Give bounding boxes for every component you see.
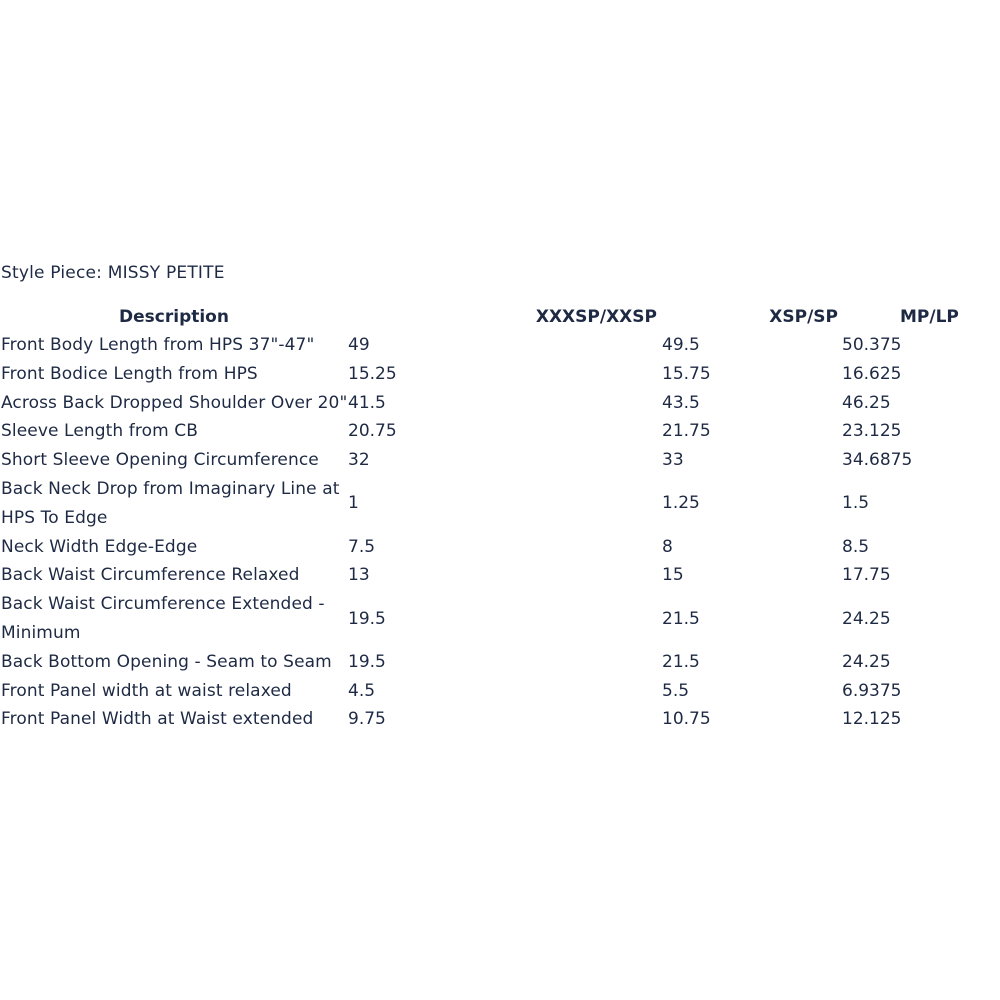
value-mp-lp: 12.125 (842, 709, 902, 730)
value-mp-lp: 23.125 (842, 421, 902, 442)
header-xxxsp-xxsp: XXXSP/XXSP (535, 307, 657, 327)
value-xsp-sp: 21.5 (662, 651, 700, 672)
row-description: Back Waist Circumference Relaxed (1, 565, 300, 586)
table-row (0, 389, 1000, 418)
row-description: Back Waist Circumference Extended - Minimum (1, 594, 325, 643)
value-xsp-sp: 21.75 (662, 421, 711, 442)
value-xxxsp-xxsp: 15.25 (348, 363, 397, 384)
size-spec-table (0, 303, 1000, 734)
table-row (0, 417, 1000, 446)
value-xxxsp-xxsp: 20.75 (348, 421, 397, 442)
value-mp-lp: 50.375 (842, 335, 902, 355)
table-row (0, 561, 1000, 590)
row-description: Front Bodice Length from HPS (1, 363, 258, 384)
row-description: Back Bottom Opening - Seam to Seam (1, 651, 332, 672)
table-row (0, 677, 1000, 706)
value-xxxsp-xxsp: 19.5 (348, 608, 386, 629)
value-xsp-sp: 49.5 (662, 335, 700, 355)
table-row (0, 446, 1000, 475)
value-xsp-sp: 10.75 (662, 709, 711, 730)
table-row (0, 648, 1000, 677)
header-description: Description (119, 307, 229, 327)
value-xxxsp-xxsp: 32 (348, 450, 370, 471)
row-description: Front Body Length from HPS 37"-47" (1, 335, 315, 355)
value-xsp-sp: 43.5 (662, 392, 700, 413)
header-xsp-sp: XSP/SP (769, 307, 838, 327)
value-xsp-sp: 33 (662, 450, 684, 471)
value-xxxsp-xxsp: 49 (348, 335, 370, 355)
table-row (0, 533, 1000, 562)
table-row (0, 705, 1000, 734)
value-mp-lp: 6.9375 (842, 680, 902, 701)
table-row (0, 331, 1000, 360)
value-mp-lp: 8.5 (842, 536, 870, 557)
value-mp-lp: 16.625 (842, 363, 902, 384)
table-body (0, 331, 1000, 734)
table-row (0, 590, 1000, 648)
row-description: Front Panel width at waist relaxed (1, 680, 292, 701)
value-xsp-sp: 15 (662, 565, 684, 586)
row-description: Across Back Dropped Shoulder Over 20" (1, 392, 348, 413)
table-row (0, 360, 1000, 389)
value-mp-lp: 46.25 (842, 392, 891, 413)
table-header-row (0, 303, 1000, 331)
value-mp-lp: 34.6875 (842, 450, 913, 471)
header-mp-lp: MP/LP (900, 307, 959, 327)
table-row (0, 475, 1000, 533)
row-description: Short Sleeve Opening Circumference (1, 450, 319, 471)
value-xxxsp-xxsp: 19.5 (348, 651, 386, 672)
value-xxxsp-xxsp: 1 (348, 493, 359, 514)
row-description: Front Panel Width at Waist extended (1, 709, 314, 730)
value-xsp-sp: 21.5 (662, 608, 700, 629)
value-mp-lp: 24.25 (842, 608, 891, 629)
value-mp-lp: 24.25 (842, 651, 891, 672)
style-piece-title: Style Piece: MISSY PETITE (1, 263, 225, 283)
value-xxxsp-xxsp: 13 (348, 565, 370, 586)
value-mp-lp: 1.5 (842, 493, 870, 514)
value-xsp-sp: 1.25 (662, 493, 700, 514)
value-mp-lp: 17.75 (842, 565, 891, 586)
row-description: Neck Width Edge-Edge (1, 536, 198, 557)
value-xxxsp-xxsp: 7.5 (348, 536, 376, 557)
value-xsp-sp: 15.75 (662, 363, 711, 384)
row-description: Sleeve Length from CB (1, 421, 198, 442)
value-xsp-sp: 8 (662, 536, 673, 557)
value-xsp-sp: 5.5 (662, 680, 690, 701)
value-xxxsp-xxsp: 4.5 (348, 680, 376, 701)
row-description: Back Neck Drop from Imaginary Line at HPS To Edge (1, 478, 340, 528)
value-xxxsp-xxsp: 9.75 (348, 709, 386, 730)
value-xxxsp-xxsp: 41.5 (348, 392, 386, 413)
